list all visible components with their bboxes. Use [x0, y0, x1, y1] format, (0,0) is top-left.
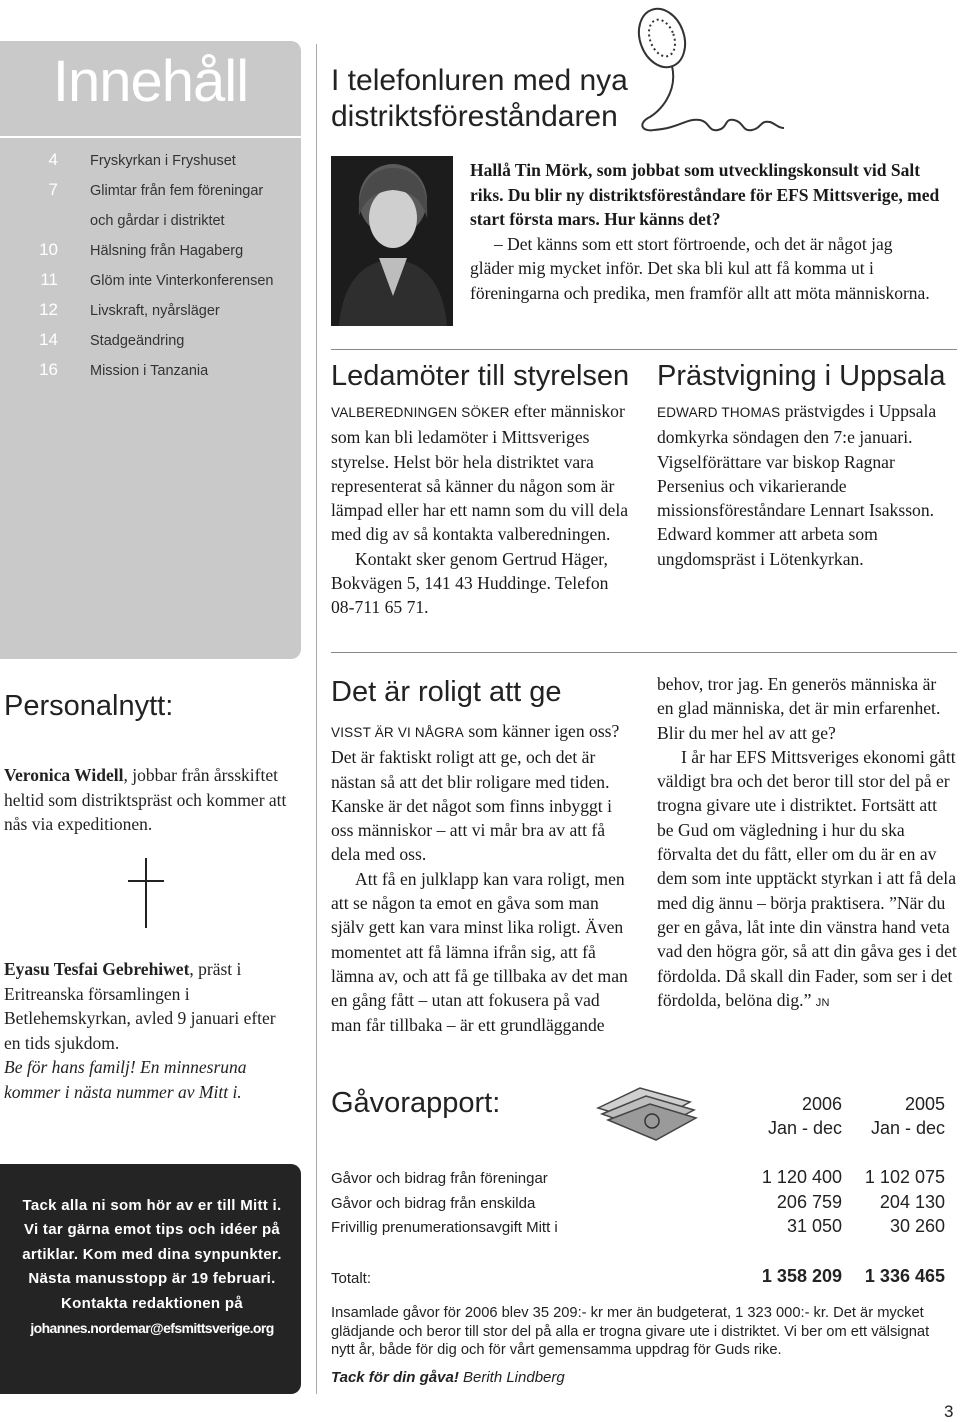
person-name: Veronica Widell: [4, 765, 124, 785]
interview-body: [470, 158, 940, 305]
giving-paragraph: som känner igen oss? Det är faktiskt roligt att ge, och det är nästan så att det blir roligare med tiden. Kanske är det något som finns inbyggt i oss människor – att vi mår bra av att få dela med oss.: [331, 721, 620, 865]
person-news: , präst i Eritreanska församlingen i Betlehemskyrkan, avled 9 januari efter en tids sjukdom.: [4, 959, 276, 1053]
giving-article-col1: [331, 719, 631, 1037]
ordination-text: prästvigdes i Uppsala domkyrka söndagen den 7:e januari. Vigselförättare var biskop Ragnar Persenius och vikarierande missionsföreståndare Lennart Isaksson. Edward kommer att arbeta som ungdomspräst i Lötenkyrkan.: [657, 401, 937, 569]
toc-item[interactable]: [0, 356, 301, 386]
interview-answer: – Det känns som ett stort förtroende, och det är något jag gläder mig mycket inför. Det ska bli kul att få komma ut i föreningarna och predika, men framför allt att möta människorna.: [470, 233, 930, 303]
toc-item[interactable]: [0, 206, 301, 236]
toc-item-label: Glimtar från fem föreningar: [90, 183, 264, 199]
cross-icon-bar: [128, 880, 164, 882]
report-row-label: Frivillig prenumerationsavgift Mitt i: [331, 1219, 558, 1236]
toc-item[interactable]: [0, 176, 301, 206]
toc-item-label: Hälsning från Hagaberg: [90, 243, 244, 259]
person-news: , jobbar från årsskiftet heltid som distriktspräst och kommer att nås via expeditionen.: [4, 765, 287, 834]
toc-page-number: 10: [39, 240, 58, 259]
report-row-label: Gåvor och bidrag från enskilda: [331, 1195, 536, 1212]
gift-report-note: Insamlade gåvor för 2006 blev 35 209:- kr mer än budgeterat, 1 323 000:- kr. Det är mycket glädjande och beror till stor del på alla er trogna givare ute i distriktet. Vi ber om ett välsignat nytt år, både för dig och för vårt gemensamma uppdrag för Guds rike.: [331, 1305, 930, 1358]
report-total-label: Totalt:: [331, 1270, 372, 1287]
giving-paragraph: behov, tror jag. En generös människa är en glad människa, det är min erfarenhet. Blir du mer hel av att ge?: [657, 674, 941, 743]
toc-title: Innehåll: [52, 49, 249, 114]
toc-page-number: 14: [39, 330, 58, 349]
money-wallet-icon: [590, 1078, 700, 1148]
cross-icon: [145, 858, 147, 928]
year-2005-header: 2005: [904, 1094, 945, 1114]
report-value-2006: 206 759: [776, 1192, 842, 1212]
editorial-email-link[interactable]: johannes.nordemar@efsmittsverige.org: [30, 1320, 274, 1337]
editorial-notice-text: Tack alla ni som hör av er till Mitt i. Vi tar gärna emot tips och idéer på artiklar. Kom med dina synpunkter. Nästa manusstopp är 19 februari. Kontakta redaktionen på: [22, 1197, 282, 1312]
personalnytt-heading: Personalnytt:: [4, 690, 174, 722]
toc-item-label: Stadgeändring: [90, 333, 185, 349]
toc-page-number: 12: [39, 300, 58, 319]
report-value-2005: 30 260: [889, 1216, 945, 1236]
giving-article-col2: [657, 672, 957, 1015]
thanks-text: Tack för din gåva!: [331, 1369, 459, 1386]
personalnytt-item-1: [4, 763, 294, 837]
toc-item[interactable]: [0, 266, 301, 296]
toc-page-number: 11: [40, 270, 58, 289]
toc-page-number: 4: [48, 150, 58, 169]
toc-item-label: och gårdar i distriktet: [90, 213, 225, 229]
report-total-2005: 1 336 465: [864, 1266, 945, 1286]
toc-page-number: 7: [48, 180, 58, 199]
report-value-2006: 31 050: [786, 1216, 842, 1236]
person-name: Eyasu Tesfai Gebrehiwet: [4, 959, 190, 979]
telephone-receiver-icon: [620, 0, 800, 150]
portrait-photo: [331, 156, 453, 326]
toc-item[interactable]: [0, 326, 301, 356]
toc-item-label: Fryskyrkan i Fryshuset: [90, 153, 236, 169]
giving-paragraph: Att få en julklapp kan vara roligt, men att se någon ta emot en gåva som man själv gett kan vara minst lika roligt. Även momentet att få lämna ifrån sig, att få lämna av, och att få ge tillbaka av det man en gång fått – utan att fokusera på vad man får tillbaka – är ett grundläggande: [331, 868, 628, 1035]
range-2005-header: Jan - dec: [870, 1118, 945, 1138]
lead-caps: EDWARD THOMAS: [657, 405, 781, 420]
board-members-contact: Kontakt sker genom Gertrud Häger, Bokvägen 5, 141 43 Huddinge. Telefon 08-711 65 71.: [331, 548, 609, 618]
gift-report-thanks: [331, 1369, 565, 1386]
toc-item-label: Mission i Tanzania: [90, 363, 209, 379]
interview-question: Hallå Tin Mörk, som jobbat som utvecklingskonsult vid Salt riks. Du blir ny distriktsföreståndare för EFS Mittsverige, med start första mars. Hur känns det?: [470, 160, 940, 229]
report-total-2006: 1 358 209: [761, 1266, 842, 1286]
column-divider: [316, 44, 317, 1394]
personalnytt-item-2: [4, 957, 294, 1104]
editorial-notice: [18, 1194, 286, 1340]
report-row-label: Gåvor och bidrag från föreningar: [331, 1170, 548, 1187]
memorial-note: Be för hans familj! En minnesruna kommer i nästa nummer av Mitt i.: [4, 1057, 247, 1102]
toc-item-label: Glöm inte Vinterkonferensen: [90, 273, 274, 289]
toc-item[interactable]: [0, 296, 301, 326]
toc-item[interactable]: [0, 146, 301, 176]
year-2006-header: 2006: [801, 1094, 842, 1114]
toc-item-label: Livskraft, nyårsläger: [90, 303, 220, 319]
report-value-2005: 1 102 075: [864, 1167, 945, 1187]
toc-divider: [0, 136, 301, 138]
report-value-2005: 204 130: [879, 1192, 945, 1212]
toc-page-number: 16: [39, 360, 58, 379]
range-2006-header: Jan - dec: [767, 1118, 842, 1138]
report-value-2006: 1 120 400: [761, 1167, 842, 1187]
ordination-heading: Prästvigning i Uppsala: [657, 360, 946, 392]
giving-paragraph: I år har EFS Mittsveriges ekonomi gått väldigt bra och det beror till stor del på er trogna givare ute i distriktet. Fortsätt att be Gud om vägledning i hur du ska förvalta det du fått, eller om du är en av dem som inte upptäckt styrkan i att få dela med dig ännu – börja praktisera. ”När du ger en gåva, låt inte din vänstra hand veta vad den högra gör, så att din gåva ges i det fördolda. Då skall din Fader, som ser i det fördolda, belöna dig.” JN: [657, 746, 957, 1010]
author-signature: JN: [815, 996, 830, 1009]
section-divider: [331, 652, 957, 653]
ordination-article: [657, 399, 957, 571]
gift-report-heading: Gåvorapport:: [331, 1087, 501, 1119]
board-members-article: [331, 399, 636, 620]
lead-caps: VALBEREDNINGEN SÖKER: [331, 405, 510, 420]
toc-item[interactable]: [0, 236, 301, 266]
giving-heading: Det är roligt att ge: [331, 676, 562, 708]
thanks-signature: Berith Lindberg: [458, 1369, 565, 1386]
interview-headline: I telefonluren med nya distriktsföreståndaren: [331, 64, 628, 133]
page-number: 3: [944, 1402, 954, 1421]
lead-caps: VISST ÄR VI NÅGRA: [331, 725, 464, 740]
board-members-text: efter människor som kan bli ledamöter i Mittsveriges styrelse. Helst bör hela distriktet vara representerat så känner du någon som är lämpad eller har ett namn som du vill dela med dig av så kontakta valberedningen.: [331, 401, 629, 545]
section-divider: [331, 349, 957, 350]
board-members-heading: Ledamöter till styrelsen: [331, 360, 630, 392]
